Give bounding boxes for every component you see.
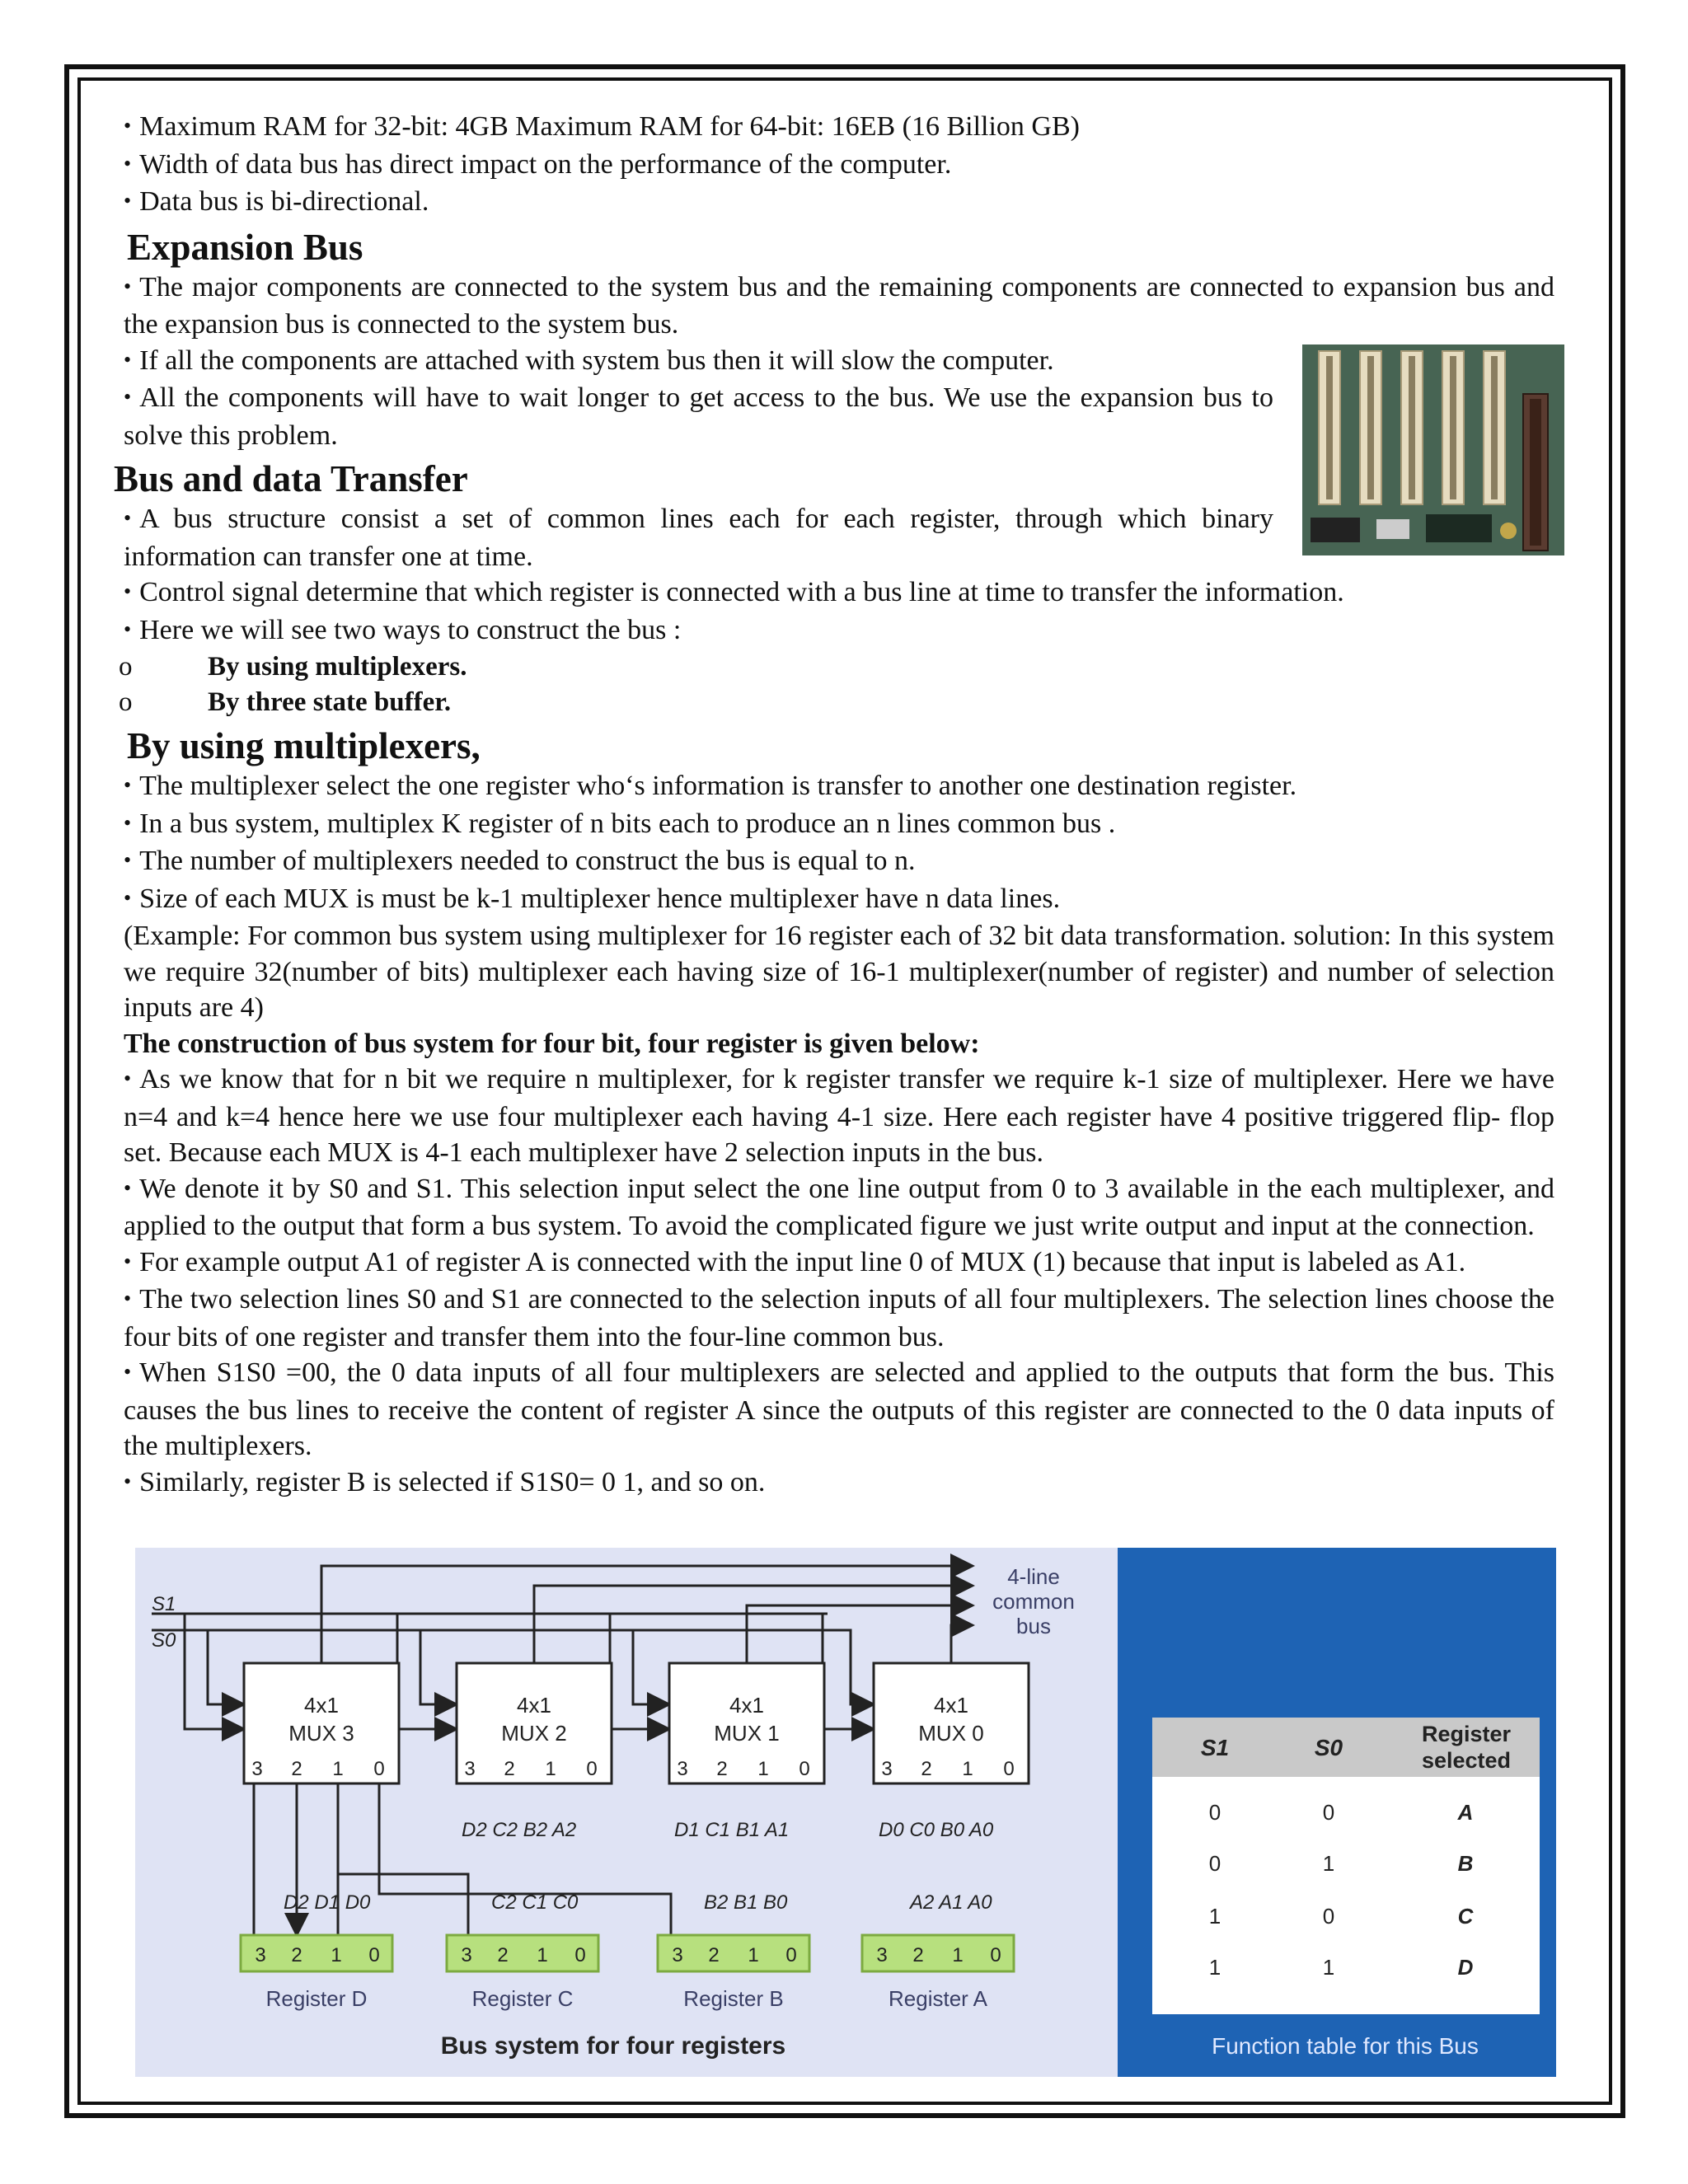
way-label: By using multiplexers.	[208, 652, 467, 682]
table-header-s0: S0	[1314, 1735, 1343, 1760]
bus-label-line2: common	[992, 1589, 1075, 1614]
register-pin: 3	[461, 1944, 472, 1966]
table-header-s1: S1	[1200, 1735, 1230, 1760]
register-pin: 1	[331, 1944, 342, 1966]
bullet-ram: • Maximum RAM for 32-bit: 4GB Maximum RAM for 64-bit: 16EB (16 Billion GB)	[124, 109, 1554, 147]
way-three-state	[119, 685, 1554, 720]
mux-3-label: MUX 3	[288, 1721, 354, 1746]
mux-2-inputs: D2 C2 B2 A2	[462, 1819, 577, 1841]
register-pin: 0	[990, 1944, 1001, 1966]
mux-pin: 0	[1003, 1758, 1015, 1780]
mux-1-size: 4x1	[729, 1693, 764, 1718]
mux-pin: 2	[291, 1758, 302, 1780]
register-pin: 2	[708, 1944, 720, 1966]
mux-2-label: MUX 2	[501, 1721, 567, 1746]
expansion-p2: • If all the components are attached with system bus then it will slow the computer.	[124, 343, 1273, 381]
mux-pin: 3	[464, 1758, 476, 1780]
mux-pin: 1	[757, 1758, 769, 1780]
register-b-label: Register B	[683, 1986, 784, 2011]
list-marker: o	[119, 652, 133, 682]
construction-p4: • The two selection lines S0 and S1 are connected to the selection inputs of all four multiplexers. The selection lines choose the four bits of one register and transfer them into the four-line common bus.	[124, 1282, 1554, 1355]
heading-expansion-bus: Expansion Bus	[127, 226, 363, 268]
way-label: By three state buffer.	[208, 687, 452, 717]
mux-pin: 2	[921, 1758, 932, 1780]
bullet-width: • Width of data bus has direct impact on the performance of the computer.	[124, 147, 1554, 185]
transfer-p1: • A bus structure consist a set of common lines each for each register, through which binary information can transfer one at time.	[124, 501, 1273, 574]
heading-bus-data-transfer: Bus and data Transfer	[114, 458, 468, 499]
way-multiplexers	[119, 649, 1554, 685]
s0-label: S0	[152, 1629, 176, 1652]
document-body	[114, 109, 1554, 1502]
register-pin: 0	[368, 1944, 380, 1966]
mux-p1: • The multiplexer select the one register who‘s information is transfer to another one destination register.	[124, 768, 1554, 806]
register-d-outputs: D2 D1 D0	[284, 1891, 371, 1914]
mux-0-label: MUX 0	[918, 1721, 984, 1746]
construction-p6: • Similarly, register B is selected if S1S0= 0 1, and so on.	[124, 1465, 1554, 1502]
mux-pin: 0	[799, 1758, 810, 1780]
mux-3-size: 4x1	[304, 1693, 339, 1718]
construction-p3: • For example output A1 of register A is connected with the input line 0 of MUX (1) because that input is labeled as A1.	[124, 1244, 1554, 1282]
function-table-caption: Function table for this Bus	[1212, 2033, 1479, 2059]
diagram-caption: Bus system for four registers	[440, 2032, 786, 2060]
register-pin: 2	[912, 1944, 924, 1966]
table-cell: 0	[1208, 1851, 1221, 1876]
mux-example: (Example: For common bus system using multiplexer for 16 register each of 32 bit data transformation. solution: In this system we require 32(number of bits) multiplexer each having size of 16-1 multiplexer(number of register) and number of selection inputs are 4)	[124, 921, 1554, 1023]
table-cell: 1	[1322, 1955, 1335, 1980]
construction-heading: The construction of bus system for four bit, four register is given below:	[124, 1028, 980, 1059]
register-pin: 3	[255, 1944, 266, 1966]
mux-pin: 3	[251, 1758, 263, 1780]
expansion-slots-photo	[1302, 344, 1564, 555]
register-pin: 1	[952, 1944, 964, 1966]
bus-label-line1: 4-line	[1007, 1564, 1060, 1589]
register-pin: 1	[537, 1944, 548, 1966]
construction-p5: • When S1S0 =00, the 0 data inputs of all four multiplexers are selected and applied to the outputs that form the bus. This causes the bus lines to receive the content of register A since the outputs of this register are connected to the 0 data inputs of the multiplexers.	[124, 1355, 1554, 1465]
register-a-outputs: A2 A1 A0	[910, 1891, 992, 1914]
mux-pin: 1	[962, 1758, 973, 1780]
mux-pin: 3	[881, 1758, 893, 1780]
expansion-p3: • All the components will have to wait longer to get access to the bus. We use the expansion bus to solve this problem.	[124, 380, 1273, 453]
register-a-label: Register A	[889, 1986, 987, 2011]
register-pin: 2	[497, 1944, 509, 1966]
table-cell: 0	[1208, 1800, 1221, 1825]
register-d-label: Register D	[265, 1986, 368, 2011]
register-pin: 0	[574, 1944, 586, 1966]
bus-system-diagram	[135, 1548, 1556, 2077]
table-cell: C	[1457, 1904, 1474, 1929]
table-cell: 1	[1208, 1904, 1221, 1929]
mux-2-size: 4x1	[517, 1693, 551, 1718]
table-cell: A	[1457, 1800, 1474, 1825]
mux-pin: 2	[716, 1758, 728, 1780]
mux-1-inputs: D1 C1 B1 A1	[674, 1819, 790, 1841]
table-cell: 0	[1322, 1800, 1335, 1825]
mux-pin: 1	[545, 1758, 556, 1780]
mux-0-inputs: D0 C0 B0 A0	[879, 1819, 994, 1841]
register-pin: 1	[748, 1944, 759, 1966]
mux-1-label: MUX 1	[714, 1721, 780, 1746]
register-pin: 2	[291, 1944, 302, 1966]
table-cell: 0	[1322, 1904, 1335, 1929]
list-marker: o	[119, 687, 133, 717]
mux-p4: • Size of each MUX is must be k-1 multiplexer hence multiplexer have n data lines.	[124, 881, 1554, 919]
expansion-p1: • The major components are connected to the system bus and the remaining components are connected to expansion bus and the expansion bus is connected to the system bus.	[124, 269, 1554, 343]
mux-pin: 3	[677, 1758, 688, 1780]
construction-p1: • As we know that for n bit we require n multiplexer, for k register transfer we require k-1 size of multiplexer. Here we have n=4 and k=4 hence here we use four multiplexer each having 4-1 size. Here each register have 4 positive triggered flip- flop set. Because each MUX is 4-1 each multiplexer have 2 selection inputs in the bus.	[124, 1062, 1554, 1171]
register-c-label: Register C	[471, 1986, 574, 2011]
bullet-bidirectional: • Data bus is bi-directional.	[124, 184, 1554, 222]
mux-pin: 0	[373, 1758, 385, 1780]
transfer-p2: • Control signal determine that which register is connected with a bus line at time to transfer the information.	[124, 574, 1554, 612]
mux-pin: 1	[332, 1758, 344, 1780]
s1-label: S1	[152, 1593, 176, 1615]
mux-pin: 2	[504, 1758, 515, 1780]
construction-p2: • We denote it by S0 and S1. This selection input select the one line output from 0 to 3 available in the each multiplexer, and applied to the output that form a bus system. To avoid the complicated figure we just write output and input at the connection.	[124, 1171, 1554, 1244]
register-pin: 0	[785, 1944, 797, 1966]
register-pin: 3	[876, 1944, 888, 1966]
table-header-register-text: Register selected	[1421, 1722, 1512, 1773]
table-header-register	[1396, 1721, 1536, 1775]
table-cell: B	[1457, 1851, 1474, 1876]
table-cell: 1	[1208, 1955, 1221, 1980]
transfer-p3: • Here we will see two ways to construct the bus :	[124, 612, 1554, 650]
register-b-outputs: B2 B1 B0	[704, 1891, 788, 1914]
bus-label-line3: bus	[1016, 1614, 1051, 1638]
table-cell: D	[1457, 1955, 1474, 1980]
register-c-outputs: C2 C1 C0	[491, 1891, 579, 1914]
mux-p3: • The number of multiplexers needed to construct the bus is equal to n.	[124, 843, 1554, 881]
mux-pin: 0	[586, 1758, 598, 1780]
table-cell: 1	[1322, 1851, 1335, 1876]
mux-p2: • In a bus system, multiplex K register of n bits each to produce an n lines common bus .	[124, 806, 1554, 844]
register-pin: 3	[672, 1944, 683, 1966]
mux-0-size: 4x1	[934, 1693, 968, 1718]
heading-by-multiplexers: By using multiplexers,	[127, 725, 481, 766]
